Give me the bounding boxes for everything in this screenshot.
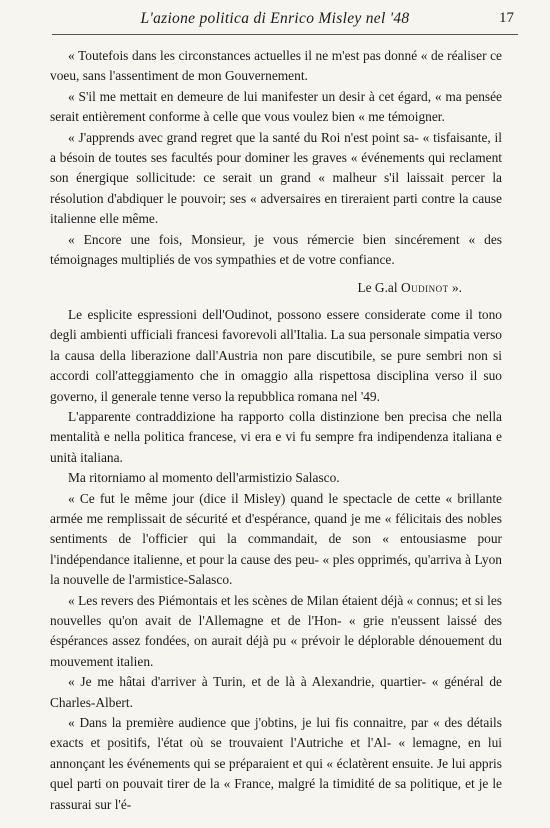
page-body: [50, 46, 502, 815]
body-paragraph: Ma ritorniamo al momento dell'armistizio Salasco.: [68, 470, 340, 486]
quote-paragraph: « Dans la première audience que j'obtins, je lui fis connaitre, par « des détails exacts et positifs, l'état où se trouvaient l'Autriche et l'Al- « lemagne, en lui annonçant les événements qui se préparaient et qui « éclatèrent ensuite. Je lui appris quel parti on pouvait tirer de la « France, malgré la timidité de sa politique, et je le rassurai sur l'é-: [50, 715, 502, 812]
body-paragraph: L'apparente contraddizione ha rapporto colla distinzione ben precisa che nella mentalità e nella politica francese, vi era e vi fu sempre fra indipendenza italiana e unità italiana.: [50, 408, 502, 465]
letter-paragraph: « S'il me mettait en demeure de lui manifester un desir à cet égard, « ma pensée serait entièrement conforme à celle que vous voulez bien « me témoigner.: [50, 88, 502, 125]
page-number: 17: [499, 10, 514, 26]
letter-paragraph: « J'apprends avec grand regret que la santé du Roi n'est point sa- « tisfaisante, il a bésoin de toutes ses facultés pour dominer les graves « événements qui reclament son énergique sollicitude: ce serait un grand « malheur s'il laissait percer la résolution d'abdiquer le pouvoir; ses « adversaires en tireraient parti contre la cause italienne elle même.: [50, 129, 502, 227]
page-header: [0, 8, 550, 34]
quote-paragraph: « Ce fut le même jour (dice il Misley) quand le spectacle de cette « brillante armée me remplissait de sécurité et d'espérance, quand je me « félicitais des nobles sentiments de l'officier qui la commandait, de son « entousiasme pour l'indépendance italienne, et pour la cause des peu- « ples opprimés, qu'arriva à Lyon la nouvelle de l'armistice-Salasco.: [50, 490, 502, 588]
quote-paragraph: « Les revers des Piémontais et les scènes de Milan étaient déjà « connus; et si les nouvelles qu'on avait de l'Allemagne et de l'Hon- « grie n'eussent laissé des éspérances assez fondées, on aurait déjà pu « prévoir le déplorable dénouement du mouvement italien.: [50, 592, 502, 669]
letter-signature: [50, 278, 502, 298]
body-paragraph: Le esplicite espressioni dell'Oudinot, possono essere considerate come il tono degli ambienti ufficiali francesi favorevoli all'Italia. La sua personale simpatia verso la causa della liberazione dall'Austria non pare discutibile, se pure sembri non si accordi coll'atteggiamento che in omaggio alla rispettosa disciplina verso il suo governo, il generale tenne verso la repubblica romana nel '49.: [50, 306, 502, 404]
signature-prefix: Le G.al: [357, 280, 401, 296]
letter-paragraph: « Encore une fois, Monsieur, je vous rémercie bien sincérement « des témoignages multipliés de vos sympathies et de votre confiance.: [50, 231, 502, 268]
running-title: L'azione politica di Enrico Misley nel '48: [140, 10, 410, 27]
letter-paragraph: « Toutefois dans les circonstances actuelles il ne m'est pas donné « de réaliser ce voeu, sans l'assentiment de mon Gouvernement.: [50, 48, 502, 84]
signature-suffix: ».: [448, 280, 462, 296]
header-rule: [52, 34, 518, 35]
quote-paragraph: « Je me hâtai d'arriver à Turin, et de là à Alexandrie, quartier- « général de Charles-Albert.: [50, 674, 502, 710]
signature-name: Oudinot: [400, 280, 449, 296]
